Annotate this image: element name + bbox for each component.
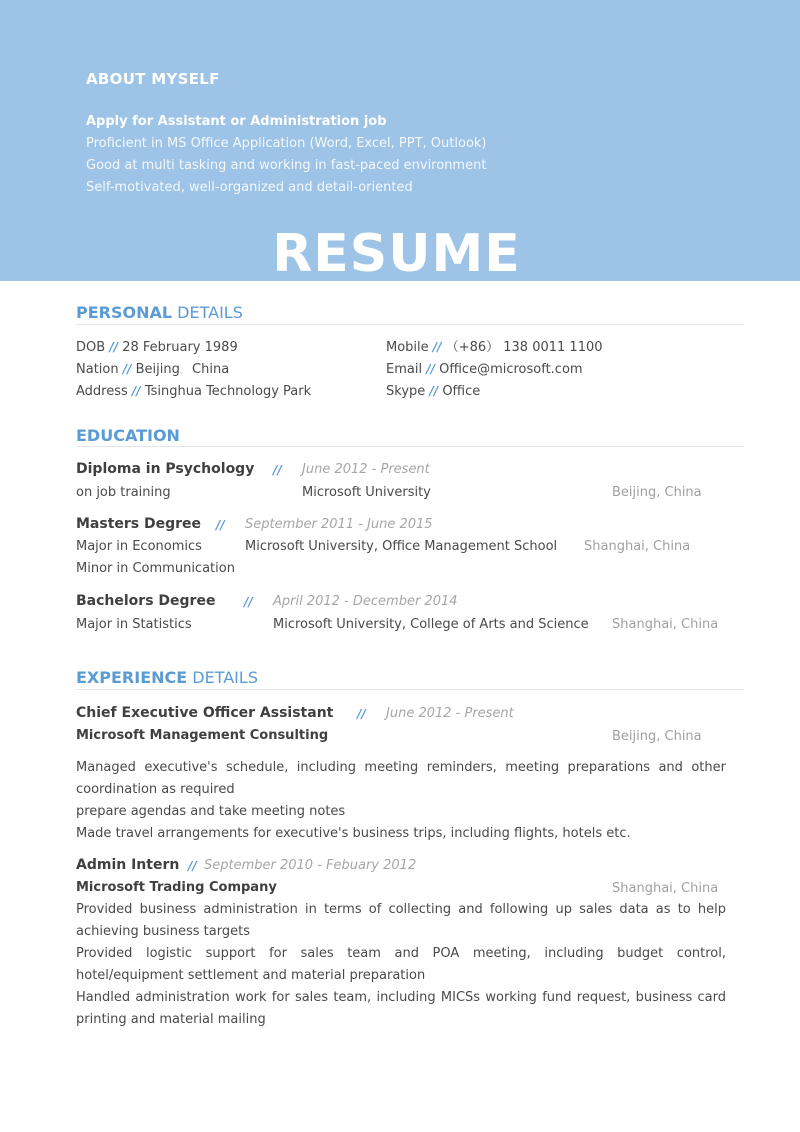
degree-date-row — [216, 517, 225, 534]
job-date-row — [188, 858, 197, 875]
about-line: Self-motivated, well-organized and detail-oriented — [86, 180, 413, 195]
section-divider — [76, 324, 744, 325]
degree-major: on job training — [76, 485, 171, 500]
separator: // — [426, 362, 435, 376]
job-duty: prepare agendas and take meeting notes — [76, 804, 346, 819]
degree-date: April 2012 - December 2014 — [273, 594, 458, 609]
degree-location: Shanghai, China — [584, 539, 691, 554]
skype-row — [386, 383, 480, 400]
degree-date: September 2011 - June 2015 — [245, 517, 433, 532]
about-line: Proficient in MS Office Application (Word, Excel, PPT, Outlook) — [86, 136, 487, 151]
mobile-value: （+86） 138 0011 1100 — [445, 340, 603, 355]
section-divider — [76, 689, 744, 690]
skype-label: Skype — [386, 384, 426, 399]
degree-major: Major in Economics — [76, 539, 202, 554]
nation-value-city: Beijing — [135, 362, 180, 377]
about-title: ABOUT MYSELF — [86, 70, 220, 88]
address-label: Address — [76, 384, 128, 399]
separator: // — [357, 707, 366, 721]
dob-label: DOB — [76, 340, 106, 355]
job-company: Microsoft Management Consulting — [76, 728, 329, 743]
separator: // — [429, 384, 439, 398]
about-line: Good at multi tasking and working in fast-paced environment — [86, 158, 487, 173]
degree-minor: Minor in Communication — [76, 561, 235, 576]
job-location: Beijing, China — [612, 729, 702, 744]
heading-rest: DETAILS — [187, 668, 258, 687]
separator: // — [216, 518, 225, 532]
degree-title: Diploma in Psychology — [76, 461, 255, 477]
job-date: June 2012 - Present — [386, 706, 514, 721]
degree-major: Major in Statistics — [76, 617, 192, 632]
separator: // — [131, 384, 141, 398]
degree-school: Microsoft University — [302, 485, 431, 500]
job-duty: Managed executive's schedule, including meeting reminders, meeting preparations and other coordination as required — [76, 760, 726, 797]
heading-bold: EDUCATION — [76, 426, 180, 445]
heading-bold: PERSONAL — [76, 303, 173, 322]
mobile-row — [386, 339, 603, 356]
resume-title: RESUME — [272, 224, 521, 284]
heading-rest: DETAILS — [172, 303, 243, 322]
degree-date: June 2012 - Present — [302, 462, 430, 477]
degree-school: Microsoft University, Office Management School — [245, 539, 558, 554]
experience-heading — [76, 668, 258, 687]
job-location: Shanghai, China — [612, 881, 719, 896]
nation-value-country: China — [192, 362, 230, 377]
personal-details-heading — [76, 303, 243, 322]
job-company: Microsoft Trading Company — [76, 880, 277, 895]
degree-date-row — [273, 462, 282, 479]
job-date-row — [357, 706, 366, 723]
section-divider — [76, 446, 744, 447]
comma-mark-icon: 、 — [179, 366, 188, 375]
degree-title: Masters Degree — [76, 516, 202, 532]
degree-title: Bachelors Degree — [76, 593, 216, 609]
job-duty: Handled administration work for sales team, including MICSs working fund request, business card printing and material mailing — [76, 990, 726, 1027]
job-duty: Provided logistic support for sales team and POA meeting, including budget control, hotel/equipment settlement and material preparation — [76, 946, 726, 983]
mobile-label: Mobile — [386, 340, 429, 355]
header-banner — [0, 0, 800, 284]
degree-date-row — [244, 594, 253, 611]
separator: // — [109, 340, 119, 354]
degree-location: Shanghai, China — [612, 617, 719, 632]
job-role: Chief Executive Officer Assistant — [76, 705, 334, 721]
email-label: Email — [386, 362, 423, 377]
education-heading — [76, 426, 180, 445]
address-row — [76, 383, 311, 400]
nation-label: Nation — [76, 362, 119, 377]
degree-school: Microsoft University, College of Arts and Science — [273, 617, 589, 632]
separator: // — [188, 859, 197, 873]
degree-location: Beijing, China — [612, 485, 702, 500]
job-duty: Provided business administration in terms of collecting and following up sales data as to help achieving business targets — [76, 902, 726, 939]
separator: // — [122, 362, 132, 376]
address-value: Tsinghua Technology Park — [144, 384, 312, 399]
heading-bold: EXPERIENCE — [76, 668, 188, 687]
email-row — [386, 361, 583, 378]
separator: // — [432, 340, 442, 354]
nation-row — [76, 361, 229, 379]
job-date: September 2010 - Febuary 2012 — [204, 858, 417, 873]
skype-value: Office — [442, 384, 481, 399]
separator: // — [273, 463, 282, 477]
dob-row — [76, 339, 238, 356]
about-line: Apply for Assistant or Administration job — [86, 114, 387, 129]
dob-value: 28 February 1989 — [122, 340, 238, 355]
separator: // — [244, 595, 253, 609]
job-duty: Made travel arrangements for executive's business trips, including flights, hotels etc. — [76, 826, 631, 841]
email-value: Office@microsoft.com — [439, 362, 583, 377]
job-role: Admin Intern — [76, 857, 180, 873]
